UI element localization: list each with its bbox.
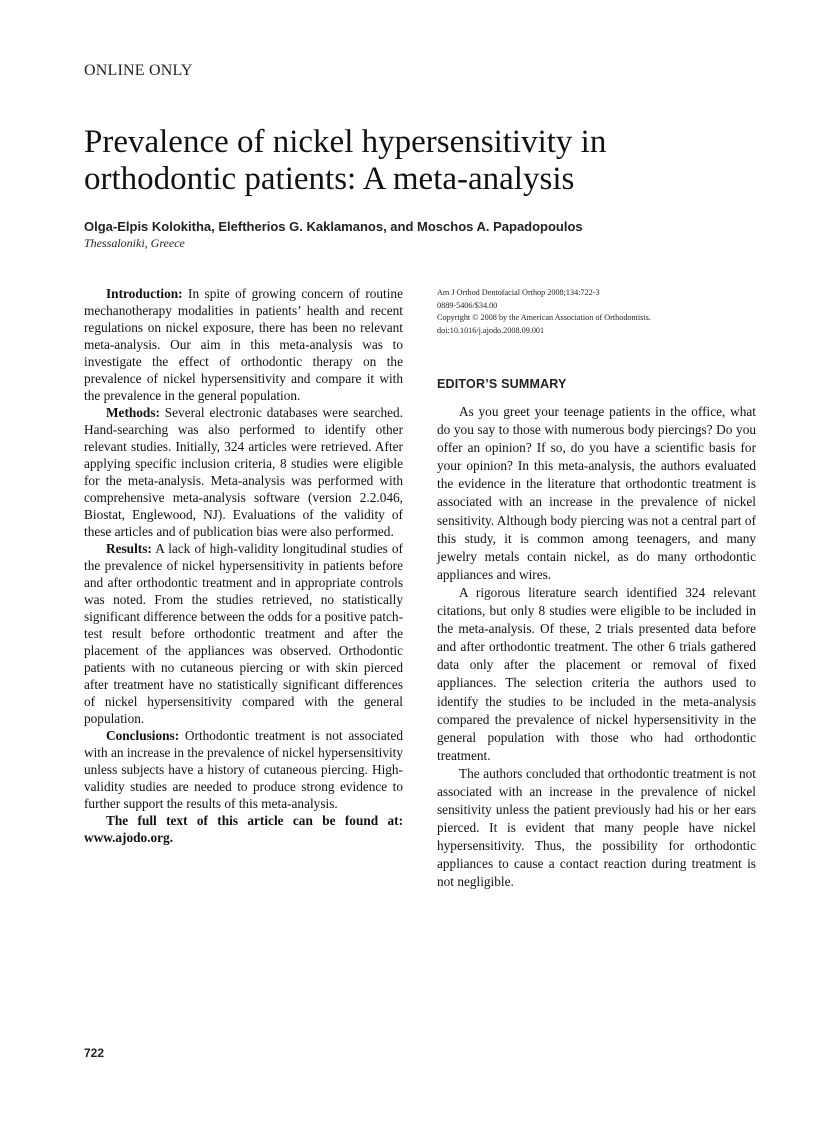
abstract-conclusions <box>84 727 403 812</box>
editor-summary-paragraph-1: As you greet your teenage patients in the office, what do you say to those with numerous body piercings? Do you offer an opinion? If so, do you have a scientific basis for your opinion? In this meta-analysis, the authors evaluated the evidence in the literature that orthodontic treatment is associated with an increase in the prevalence of nickel sensitivity. Although body piercing was not a central part of this study, it is common among teenagers, and many jewelry metals contain nickel, as do many orthodontic appliances and wires. <box>437 404 756 582</box>
results-text: A lack of high-validity longitudinal studies of the prevalence of nickel hypersensitivity in patients before and after orthodontic treatment and in appropriate controls was noted. From the studies retrieved, no statistically significant difference between the odds for a positive patch-test result before orthodontic treatment and after the placement of the appliances was observed. Orthodontic patients with no cutaneous piercing or with skin pierced after treatment have no statistically significant differences of nickel hypersensitivity compared with the general population. <box>84 541 403 726</box>
citation-issn: 0889-5406/$34.00 <box>437 300 498 310</box>
conclusions-label: Conclusions: <box>106 728 180 743</box>
title-line-1: Prevalence of nickel hypersensitivity in <box>84 124 607 160</box>
abstract-column <box>84 285 403 846</box>
author-affiliation: Thessaloniki, Greece <box>84 236 185 250</box>
editor-summary-paragraph-2: A rigorous literature search identified 324 relevant citations, but only 8 studies were eligible to be included in the meta-analysis. Of these, 2 trials presented data before and after orthodontic treatment. The other 6 trials gathered data only after the placement or removal of fixed appliances. The selection criteria the authors used to identify the studies to be included in the meta-analysis compared the prevalence of nickel hypersensitivity in the general population with those who had orthodontic treatment. <box>437 584 756 763</box>
article-title <box>84 124 764 198</box>
methods-label: Methods: <box>106 405 160 420</box>
abstract-methods <box>84 404 403 540</box>
methods-text: Several electronic databases were searched. Hand-searching was also performed to identify other relevant studies. Initially, 324 articles were retrieved. After applying specific inclusion criteria, 8 studies were eligible for the meta-analysis. Meta-analysis was performed with comprehensive meta-analysis software (version 2.2.046, Biostat, Englewood, NJ). Evaluations of the validity of these articles and of publication bias were also performed. <box>84 405 403 539</box>
title-line-2: orthodontic patients: A meta-analysis <box>84 161 575 197</box>
editor-summary-paragraph-3: The authors concluded that orthodontic treatment is not associated with an increase in the prevalence of nickel sensitivity unless the patient previously had his or her ears pierced. It is evident that many people have nickel hypersensitivity. Thus, the possibility for orthodontic appliances to cause a contact reaction during treatment is not negligible. <box>437 765 756 890</box>
results-label: Results: <box>106 541 152 556</box>
editor-summary-column <box>437 403 756 892</box>
full-text-label: The full text of this article can be found at: <box>106 813 403 828</box>
page-number: 722 <box>84 1046 105 1060</box>
introduction-label: Introduction: <box>106 286 183 301</box>
journal-website-link[interactable]: www.ajodo.org. <box>84 830 174 845</box>
abstract-introduction <box>84 285 403 404</box>
introduction-text: In spite of growing concern of routine mechanotherapy modalities in patients’ health and recent regulations on nickel exposure, there has been no relevant meta-analysis. Our aim in this meta-analysis was to investigate the effect of orthodontic therapy on the prevalence of nickel hypersensitivity and compare it with the prevalence in the general population. <box>84 286 403 403</box>
conclusions-text: Orthodontic treatment is not associated with an increase in the prevalence of nickel hypersensitivity unless subjects have a history of cutaneous piercing. High-validity studies are needed to produce strong evidence to further support the results of this meta-analysis. <box>84 728 404 811</box>
abstract-results <box>84 540 403 727</box>
citation-copyright: Copyright © 2008 by the American Association of Orthodontists. <box>437 313 651 322</box>
citation-journal: Am J Orthod Dentofacial Orthop 2008;134:722-3 <box>437 288 600 297</box>
author-list: Olga-Elpis Kolokitha, Eleftherios G. Kaklamanos, and Moschos A. Papadopoulos <box>84 219 583 234</box>
section-label: ONLINE ONLY <box>84 62 193 79</box>
editor-summary-heading: EDITOR’S SUMMARY <box>437 377 567 391</box>
full-text-note <box>84 812 403 846</box>
citation-doi: doi:10.1016/j.ajodo.2008.09.001 <box>437 325 545 335</box>
citation-block <box>437 287 757 337</box>
